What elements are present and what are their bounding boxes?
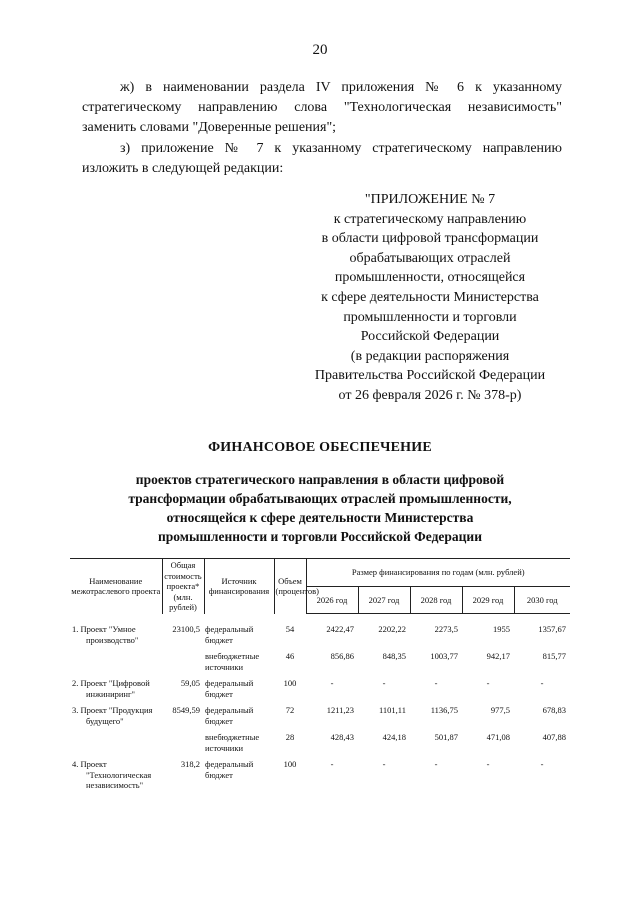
page-number: 20	[312, 42, 328, 58]
subtitle-line: трансформации обрабатывающих отраслей промышленности,	[128, 491, 512, 506]
appendix-line: от 26 февраля 2026 г. № 378-р)	[338, 387, 522, 403]
funding-source: федеральный бюджет	[205, 624, 254, 645]
paragraph-line: ж) в наименовании раздела IV приложения № 6 к указанному	[120, 80, 562, 95]
year-value: 1003,77	[430, 651, 458, 661]
year-value: -	[382, 759, 386, 769]
funding-share: 28	[285, 732, 295, 742]
year-value: 1357,67	[538, 624, 566, 634]
year-value: 2422,47	[326, 624, 354, 634]
project-total: 23100,5	[172, 624, 200, 634]
table-row	[70, 757, 570, 795]
appendix-line: промышленности и торговли	[343, 309, 517, 325]
year-value: 678,83	[542, 705, 566, 715]
year-value: 471,08	[486, 732, 510, 742]
paragraph-z	[82, 139, 562, 179]
appendix-line: в области цифровой трансформации	[321, 231, 539, 247]
project-total: 59,05	[180, 678, 200, 688]
funding-share: 54	[285, 624, 295, 634]
year-value: -	[486, 759, 490, 769]
header-year: 2030 год	[514, 586, 570, 614]
project-name: 4. Проект "Технологическая независимость"	[72, 759, 152, 790]
year-value: 977,5	[490, 705, 510, 715]
header-year: 2026 год	[306, 586, 358, 614]
appendix-line: (в редакции распоряжения	[350, 348, 510, 364]
funding-share: 72	[285, 705, 295, 715]
document-title: ФИНАНСОВОЕ ОБЕСПЕЧЕНИЕ	[208, 440, 432, 455]
year-value: -	[434, 678, 438, 688]
funding-source: федеральный бюджет	[205, 678, 254, 699]
paragraph-zh	[82, 78, 562, 138]
appendix-line: промышленности, относящейся	[334, 270, 526, 286]
year-value: -	[330, 759, 334, 769]
year-value: 2202,22	[378, 624, 406, 634]
table-row	[70, 676, 570, 703]
subtitle-line: относящейся к сфере деятельности Министерства	[166, 510, 474, 525]
project-total: 318,2	[180, 759, 200, 769]
funding-source: федеральный бюджет	[205, 705, 254, 726]
year-value: 815,77	[542, 651, 566, 661]
header-source: Источник финансирования	[204, 559, 274, 614]
year-value: 407,88	[542, 732, 566, 742]
appendix-line: к стратегическому направлению	[333, 211, 527, 227]
appendix-line: Российской Федерации	[360, 329, 500, 345]
appendix-line: обрабатывающих отраслей	[349, 250, 511, 266]
header-year: 2027 год	[358, 586, 410, 614]
subtitle-line: промышленности и торговли Российской Федерации	[158, 529, 482, 544]
year-value: 1101,11	[379, 705, 406, 715]
appendix-line: "ПРИЛОЖЕНИЕ № 7	[364, 192, 496, 207]
header-years-group: Размер финансирования по годам (млн. рублей)	[306, 559, 570, 587]
funding-share: 100	[283, 759, 297, 769]
year-value: 428,43	[330, 732, 354, 742]
year-value: -	[330, 678, 334, 688]
year-value: 1211,23	[326, 705, 354, 715]
funding-source: федеральный бюджет	[205, 759, 254, 780]
table-row	[70, 703, 570, 730]
paragraph-line: стратегическому направлению слова "Технологическая независимость"	[82, 100, 562, 115]
year-value: 856,86	[330, 651, 354, 661]
table-header	[70, 559, 570, 614]
paragraph-line: изложить в следующей редакции:	[82, 161, 284, 176]
header-total: Общая стоимость проекта* (млн. рублей)	[162, 559, 204, 614]
year-value: 848,35	[382, 651, 406, 661]
financing-table	[70, 558, 570, 795]
year-value: -	[540, 678, 544, 688]
project-name: 1. Проект "Умное производство"	[72, 624, 139, 645]
table-row	[70, 622, 570, 649]
year-value: 1136,75	[430, 705, 458, 715]
year-value: -	[382, 678, 386, 688]
year-value: -	[486, 678, 490, 688]
funding-source: внебюджетные источники	[205, 651, 260, 672]
funding-source: внебюджетные источники	[205, 732, 260, 753]
document-subtitle	[0, 470, 640, 546]
year-value: 424,18	[382, 732, 406, 742]
year-value: 2273,5	[434, 624, 458, 634]
year-value: 1955	[493, 624, 510, 634]
appendix-line: к сфере деятельности Министерства	[321, 289, 539, 305]
year-value: 942,17	[486, 651, 510, 661]
project-total: 8549,59	[172, 705, 200, 715]
paragraph-line: з) приложение № 7 к указанному стратегическому направлению	[120, 141, 562, 156]
header-name: Наименование межотраслевого проекта	[70, 559, 162, 614]
header-year: 2029 год	[462, 586, 514, 614]
funding-share: 46	[285, 651, 295, 661]
year-value: -	[540, 759, 544, 769]
year-value: -	[434, 759, 438, 769]
appendix-block	[290, 190, 570, 406]
funding-share: 100	[283, 678, 297, 688]
header-year: 2028 год	[410, 586, 462, 614]
paragraph-line: заменить словами "Доверенные решения";	[82, 120, 337, 135]
project-name: 3. Проект "Продукция будущего"	[72, 705, 153, 726]
year-value: 501,87	[434, 732, 458, 742]
subtitle-line: проектов стратегического направления в области цифровой	[135, 472, 505, 487]
appendix-line: Правительства Российской Федерации	[314, 368, 546, 384]
header-share: Объем (процентов)	[274, 559, 306, 614]
project-name: 2. Проект "Цифровой инжиниринг"	[72, 678, 150, 699]
table-body	[70, 614, 570, 795]
